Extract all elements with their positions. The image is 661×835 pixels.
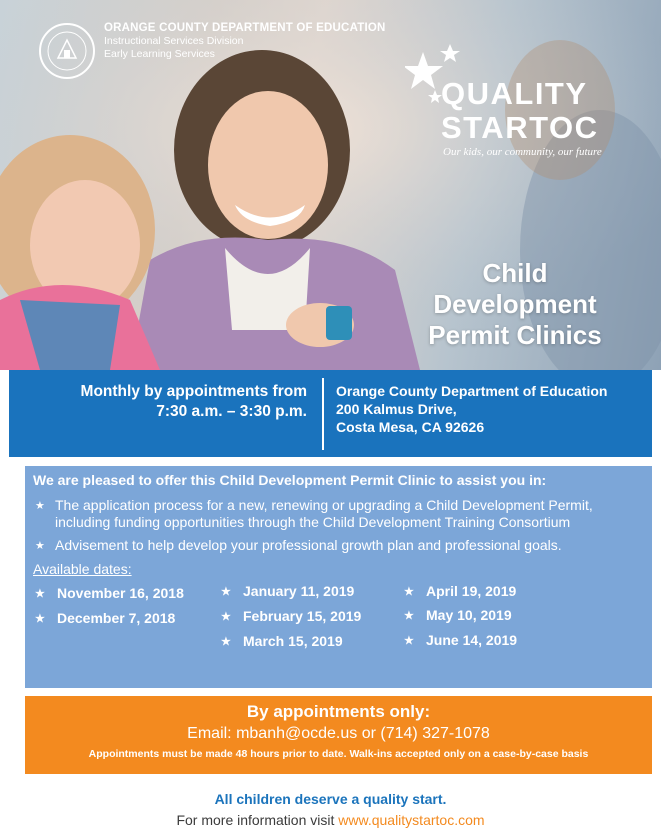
date-item: [402, 583, 516, 599]
brand-word-startoc: STARTOC: [441, 110, 599, 145]
date-text: January 11, 2019: [243, 583, 355, 599]
title-line: Child: [482, 258, 548, 288]
date-text: November 16, 2018: [57, 585, 184, 601]
dates-list: [33, 579, 644, 669]
date-text: June 14, 2019: [426, 632, 518, 648]
star-bullet-icon: ★: [35, 540, 45, 552]
schedule-bar: [9, 370, 652, 457]
location-address: [336, 382, 607, 436]
date-text: April 19, 2019: [426, 583, 517, 599]
star-bullet-icon: ★: [35, 613, 45, 625]
title-line: Development: [433, 289, 597, 319]
footer-info-prefix: For more information visit: [176, 812, 335, 828]
date-item: [33, 610, 175, 626]
date-text: December 7, 2018: [57, 610, 176, 626]
contact-note: Appointments must be made 48 hours prior to date. Walk-ins accepted only on a case-by-case basis: [88, 748, 589, 760]
dates-label: Available dates:: [33, 561, 132, 577]
date-text: May 10, 2019: [426, 607, 512, 623]
star-bullet-icon: ★: [35, 500, 45, 512]
star-bullet-icon: ★: [221, 611, 231, 623]
bullet-text: The application process for a new, renewing or upgrading a Child Development Permit, including funding opportunities through the Child Development Training Consortium: [55, 497, 593, 530]
schedule-hours: [9, 382, 307, 422]
location-org: Orange County Department of Education: [336, 383, 608, 399]
date-item: [33, 585, 184, 601]
location-city: Costa Mesa, CA 92626: [336, 419, 485, 435]
hero-banner: [0, 0, 661, 370]
star-bullet-icon: ★: [221, 636, 231, 648]
star-bullet-icon: ★: [404, 610, 414, 622]
star-bullet-icon: ★: [404, 586, 414, 598]
offer-intro: We are pleased to offer this Child Development Permit Clinic to assist you in:: [33, 472, 547, 488]
brand-tagline: Our kids, our community, our future: [443, 146, 602, 158]
page-title: [405, 258, 625, 351]
title-line: Permit Clinics: [428, 320, 602, 350]
bullet-text: Advisement to help develop your professional growth plan and professional goals.: [55, 537, 562, 553]
date-item: [219, 633, 343, 649]
footer-url-link[interactable]: www.qualitystartoc.com: [338, 812, 485, 828]
unit-name: Early Learning Services: [104, 48, 215, 60]
offer-bullets: [33, 497, 644, 555]
footer-slogan: All children deserve a quality start.: [214, 791, 447, 807]
brand-word-quality: QUALITY: [441, 76, 588, 111]
date-item: [219, 583, 354, 599]
org-name: ORANGE COUNTY DEPARTMENT OF EDUCATION: [104, 22, 386, 34]
schedule-time: 7:30 a.m. – 3:30 p.m.: [156, 403, 307, 420]
star-bullet-icon: ★: [221, 586, 231, 598]
contact-heading: By appointments only:: [246, 702, 431, 721]
schedule-line: Monthly by appointments from: [80, 383, 307, 400]
star-bullet-icon: ★: [404, 635, 414, 647]
contact-bar: [25, 696, 652, 774]
contact-email-phone[interactable]: Email: mbanh@ocde.us or (714) 327-1078: [187, 725, 490, 742]
ocde-seal-icon: [38, 22, 96, 80]
location-street: 200 Kalmus Drive,: [336, 401, 457, 417]
list-item: [33, 537, 644, 555]
date-item: [402, 632, 517, 648]
date-item: [402, 607, 512, 623]
footer-info: [0, 812, 661, 828]
offer-panel: [25, 466, 652, 688]
list-item: [33, 497, 644, 531]
date-text: February 15, 2019: [243, 608, 362, 624]
divider: [322, 378, 324, 450]
date-item: [219, 608, 361, 624]
star-bullet-icon: ★: [35, 588, 45, 600]
date-text: March 15, 2019: [243, 633, 343, 649]
division-name: Instructional Services Division: [104, 35, 244, 47]
ocde-header: [38, 22, 386, 80]
